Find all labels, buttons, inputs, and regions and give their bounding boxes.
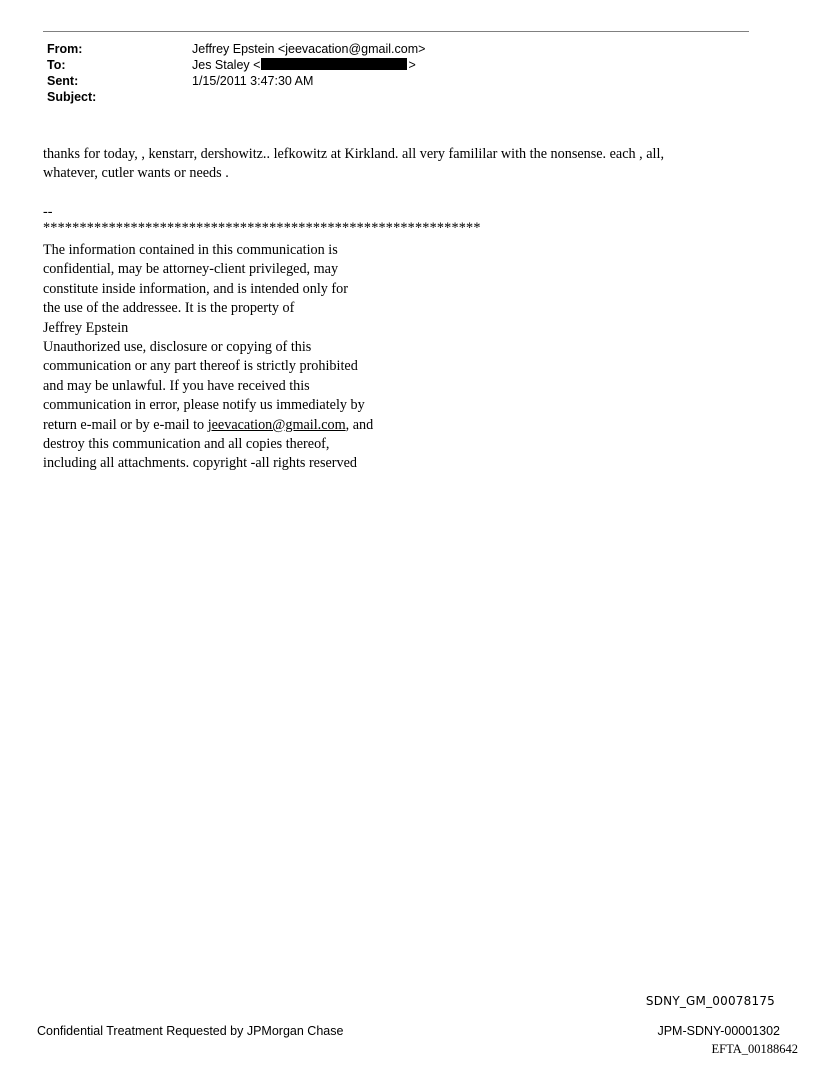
sent-value: 1/15/2011 3:47:30 AM (192, 74, 314, 88)
disclaimer-line: confidential, may be attorney-client privileged, may (43, 261, 339, 278)
from-label: From: (47, 42, 83, 56)
disclaimer-line: the use of the addressee. It is the property of (43, 300, 295, 317)
to-value-suffix: > (408, 58, 416, 72)
to-value (192, 57, 416, 73)
disclaimer-line: communication in error, please notify us immediately by (43, 397, 365, 414)
disclaimer-line: including all attachments. copyright -all rights reserved (43, 455, 358, 472)
disclaimer-line: communication or any part thereof is strictly prohibited (43, 358, 358, 375)
email-link[interactable]: jeevacation@gmail.com (207, 416, 346, 433)
return-prefix: return e-mail or by e-mail to (43, 416, 208, 433)
header-divider (43, 31, 749, 32)
disclaimer-line: destroy this communication and all copies thereof, (43, 436, 330, 453)
to-row (47, 57, 425, 73)
disclaimer-block (43, 241, 373, 474)
jpm-bates-stamp: JPM-SDNY-00001302 (657, 1024, 780, 1038)
disclaimer-line: The information contained in this communication is (43, 242, 338, 258)
subject-label: Subject: (47, 90, 97, 104)
disclaimer-line: and may be unlawful. If you have received this (43, 377, 310, 394)
sdny-bates-stamp: SDNY_GM_00078175 (645, 994, 775, 1008)
confidential-treatment-note: Confidential Treatment Requested by JPMorgan Chase (37, 1024, 344, 1038)
signature-star-line: ************************************************************ (43, 220, 481, 236)
efta-bates-stamp: EFTA_00188642 (711, 1042, 798, 1056)
message-body (43, 145, 664, 184)
message-line: thanks for today, , kenstarr, dershowitz.. lefkowitz at Kirkland. all very famililar with the nonsense. each , all, (43, 146, 664, 162)
redaction-bar (261, 58, 407, 70)
email-header (47, 41, 425, 105)
disclaimer-line: Jeffrey Epstein (43, 319, 129, 336)
disclaimer-line: constitute inside information, and is intended only for (43, 280, 348, 297)
sent-row (47, 73, 425, 89)
subject-row (47, 89, 425, 105)
return-suffix: , and (345, 416, 374, 433)
message-line: whatever, cutler wants or needs . (43, 165, 229, 182)
from-value: Jeffrey Epstein <jeevacation@gmail.com> (192, 42, 426, 56)
disclaimer-line: Unauthorized use, disclosure or copying of this (43, 339, 312, 356)
from-row (47, 41, 425, 57)
to-value-prefix: Jes Staley < (192, 58, 261, 72)
to-label: To: (47, 58, 66, 72)
disclaimer-return-line (43, 416, 373, 435)
sent-label: Sent: (47, 74, 79, 88)
signature-separator: -- (43, 204, 53, 220)
